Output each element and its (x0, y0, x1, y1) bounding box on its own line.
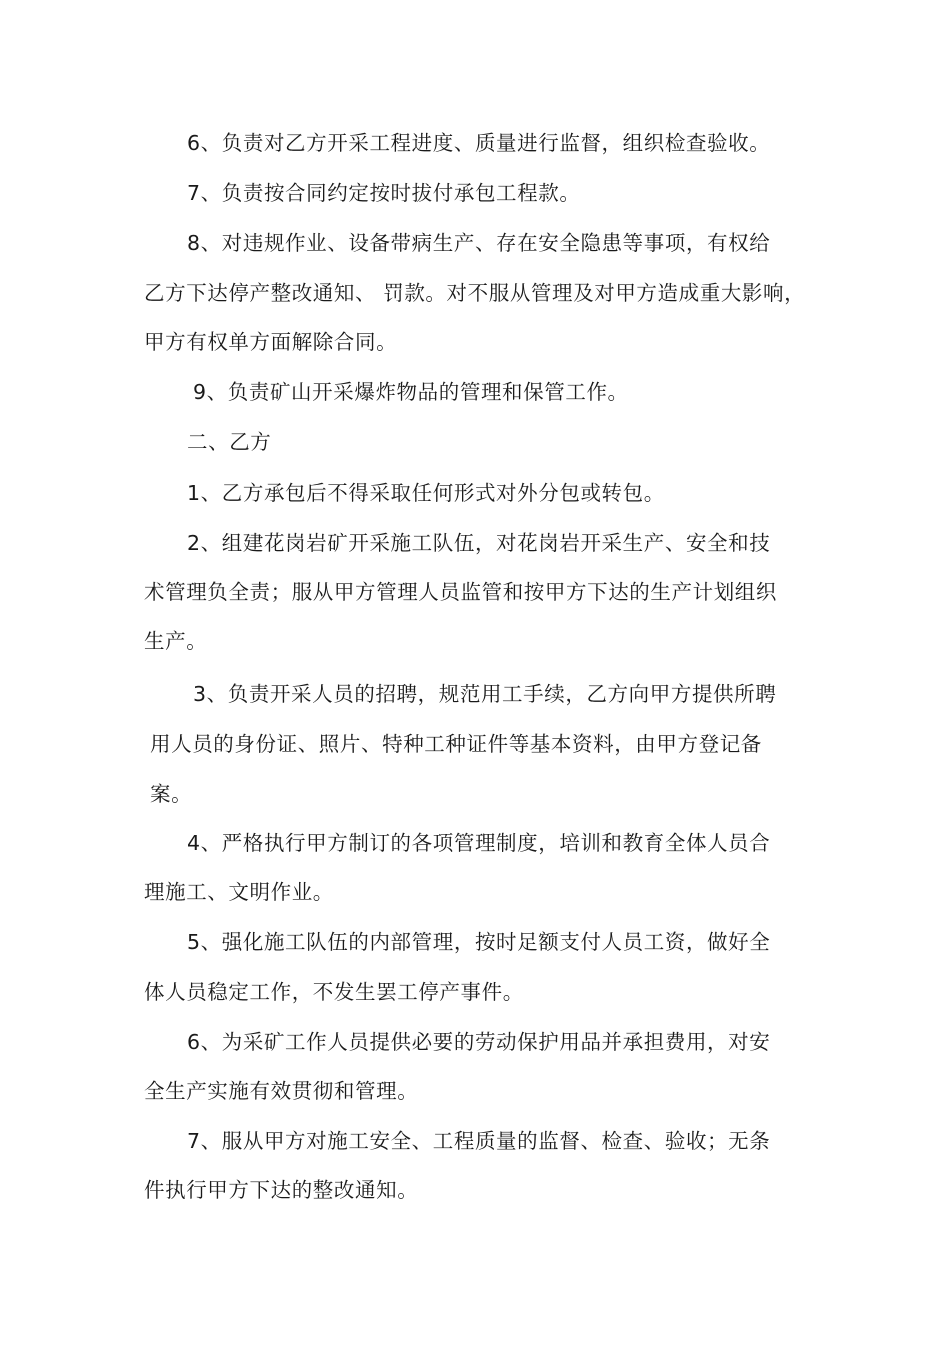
text-line: 6、为采矿工作人员提供必要的劳动保护用品并承担费用，对安 (187, 1030, 771, 1054)
text-line: 乙方下达停产整改通知、 罚款。对不服从管理及对甲方造成重大影响， (144, 281, 806, 305)
text-line: 4、严格执行甲方制订的各项管理制度，培训和教育全体人员合 (187, 831, 771, 855)
text-line: 全生产实施有效贯彻和管理。 (144, 1079, 419, 1103)
text-line: 1、乙方承包后不得采取任何形式对外分包或转包。 (187, 481, 665, 505)
text-line: 理施工、文明作业。 (144, 880, 334, 904)
text-line: 8、对违规作业、设备带病生产、存在安全隐患等事项，有权给 (187, 231, 771, 255)
text-line: 7、服从甲方对施工安全、工程质量的监督、检查、验收；无条 (187, 1129, 771, 1153)
text-line: 7、负责按合同约定按时拔付承包工程款。 (187, 181, 581, 205)
text-line: 件执行甲方下达的整改通知。 (144, 1178, 419, 1202)
text-line: 体人员稳定工作，不发生罢工停产事件。 (144, 980, 524, 1004)
text-line: 甲方有权单方面解除合同。 (144, 330, 398, 354)
section-heading: 二、乙方 (187, 430, 272, 454)
text-line: 案。 (150, 782, 193, 806)
text-line: 3、负责开采人员的招聘，规范用工手续，乙方向甲方提供所聘 (193, 682, 777, 706)
text-line: 用人员的身份证、照片、特种工种证件等基本资料，由甲方登记备 (150, 732, 762, 756)
text-line: 生产。 (144, 629, 208, 653)
text-line: 术管理负全责；服从甲方管理人员监管和按甲方下达的生产计划组织 (144, 580, 777, 604)
text-line: 2、组建花岗岩矿开采施工队伍，对花岗岩开采生产、安全和技 (187, 531, 771, 555)
text-line: 6、负责对乙方开采工程进度、质量进行监督，组织检查验收。 (187, 131, 771, 155)
text-line: 5、强化施工队伍的内部管理，按时足额支付人员工资，做好全 (187, 930, 771, 954)
text-line: 9、负责矿山开采爆炸物品的管理和保管工作。 (193, 380, 629, 404)
